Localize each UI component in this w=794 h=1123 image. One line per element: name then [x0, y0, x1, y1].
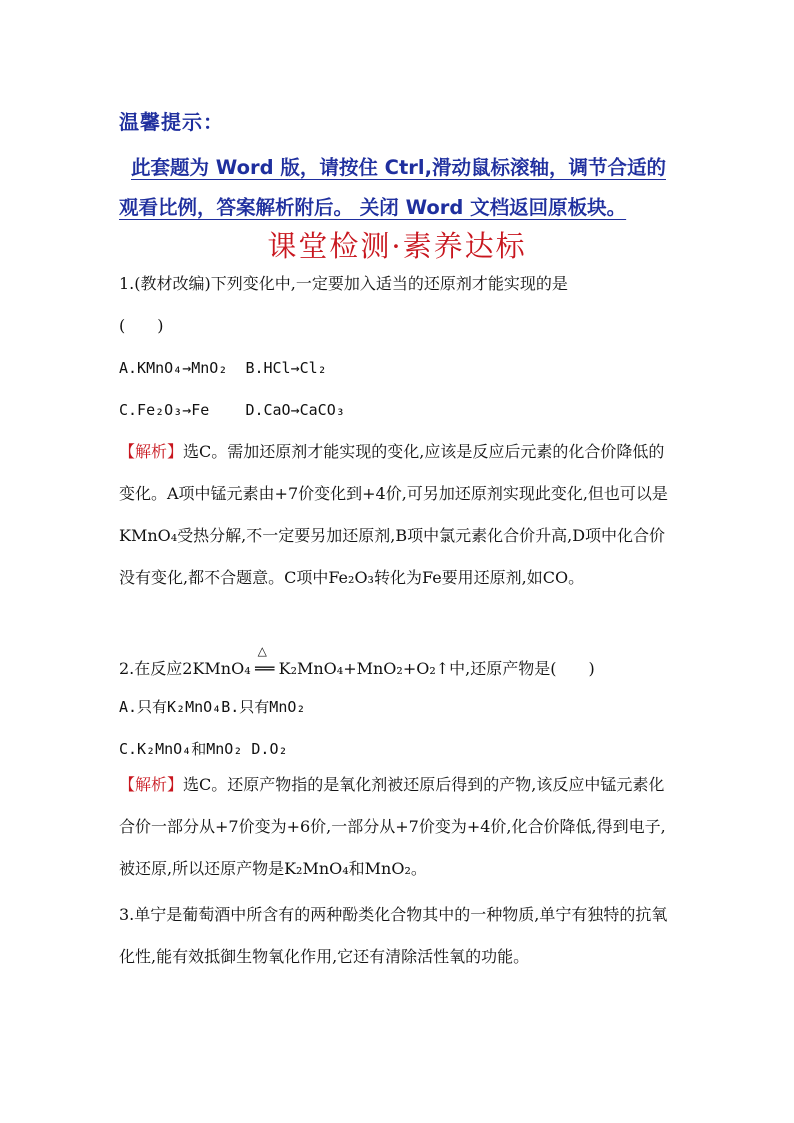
analysis-tag: 【解析】 [119, 442, 184, 461]
analysis-2-text: 选C。还原产物指的是氧化剂被还原后得到的产物,该反应中锰元素化合价一部分从+7价变为+6价,一部分从+7价变为+4价,化合价降低,得到电子,被还原,所以还原产物是K₂MnO₄和MnO₂。 [119, 775, 666, 878]
question-1-paren: ( ) [119, 316, 164, 335]
question-2-options-cd: C.K₂MnO₄和MnO₂ D.O₂ [119, 740, 288, 758]
question-2-stem: 2.在反应2KMnO₄ △ ══ K₂MnO₄+MnO₂+O₂↑中,还原产物是( ) [119, 650, 677, 688]
analysis-1 [119, 431, 677, 599]
question-1 [119, 263, 677, 431]
heat-condition: △ ══ [251, 650, 279, 688]
question-1-options-ab [119, 347, 677, 389]
tip-body: 此套题为 Word 版，请按住 Ctrl,滑动鼠标滚轴，调节合适的观看比例，答案解析附后。 关闭 Word 文档返回原板块。 [119, 156, 666, 219]
analysis-1-text: 选C。需加还原剂才能实现的变化,应该是反应后元素的化合价降低的变化。A项中锰元素由+7价变化到+4价,可另加还原剂实现此变化,但也可以是KMnO₄受热分解,不一定要另加还原剂,B项中氯元素化合价升高,D项中化合价没有变化,都不合题意。C项中Fe₂O₃转化为Fe要用还原剂,如CO。 [119, 442, 668, 587]
option-d: D.CaO→CaCO₃ [245, 401, 345, 419]
option-b: B.HCl→Cl₂ [245, 359, 327, 377]
question-1-stem: 1.(教材改编)下列变化中,一定要加入适当的还原剂才能实现的是 [119, 274, 568, 293]
question-3-stem: 3.单宁是葡萄酒中所含有的两种酚类化合物其中的一种物质,单宁有独特的抗氧化性,能有效抵御生物氧化作用,它还有清除活性氧的功能。 [119, 905, 668, 966]
option-a: A.KMnO₄→MnO₂ [119, 359, 228, 377]
question-2-options-ab: A.只有K₂MnO₄B.只有MnO₂ [119, 698, 306, 716]
analysis-2 [119, 764, 677, 890]
heat-triangle-icon: △ [257, 644, 267, 658]
question-2 [119, 644, 677, 772]
option-c: C.Fe₂O₃→Fe [119, 401, 210, 419]
section-title: 课堂检测·素养达标 [267, 229, 527, 263]
tip-title: 温馨提示： [119, 110, 224, 134]
question-1-options-cd [119, 389, 677, 431]
question-3 [119, 894, 677, 978]
analysis-tag: 【解析】 [119, 775, 184, 794]
